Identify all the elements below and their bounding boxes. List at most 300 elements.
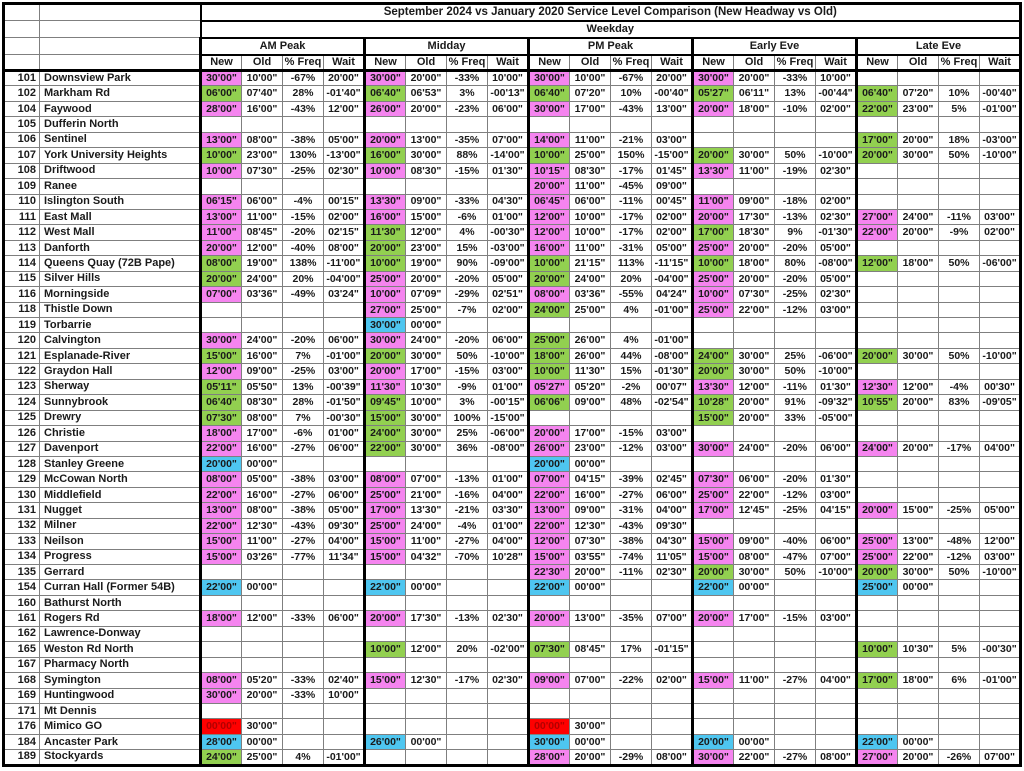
cell-new: 30'00"	[693, 441, 734, 456]
cell-freq: 25%	[447, 426, 488, 441]
cell-freq: -18%	[775, 194, 816, 209]
cell-new	[857, 487, 898, 502]
cell-wait: 04'15"	[816, 503, 857, 518]
route-name: Ranee	[40, 179, 201, 194]
cell-wait: 06'00"	[324, 441, 365, 456]
cell-new: 25'00"	[529, 333, 570, 348]
cell-freq: -33%	[447, 194, 488, 209]
cell-wait: 05'00"	[324, 132, 365, 147]
cell-old	[406, 117, 447, 132]
cell-freq: 50%	[939, 348, 980, 363]
cell-freq	[939, 595, 980, 610]
cell-wait	[324, 719, 365, 734]
period-header-am-peak: AM Peak	[201, 38, 365, 55]
cell-freq: -20%	[775, 240, 816, 255]
cell-new: 06'40"	[365, 86, 406, 101]
route-number: 129	[4, 472, 40, 487]
cell-freq: -12%	[939, 549, 980, 564]
cell-freq: -12%	[775, 302, 816, 317]
cell-wait	[816, 117, 857, 132]
cell-freq: 3%	[447, 395, 488, 410]
route-number: 130	[4, 487, 40, 502]
cell-new	[693, 642, 734, 657]
route-row	[4, 163, 1021, 178]
route-row	[4, 456, 1021, 471]
route-number: 125	[4, 410, 40, 425]
cell-old: 16'00"	[242, 441, 283, 456]
cell-new: 22'00"	[857, 225, 898, 240]
route-number: 131	[4, 503, 40, 518]
cell-freq	[775, 657, 816, 672]
cell-freq	[939, 364, 980, 379]
column-header-wait: Wait	[652, 55, 693, 71]
cell-old: 00'00"	[242, 456, 283, 471]
cell-wait	[816, 626, 857, 641]
cell-freq: 15%	[447, 240, 488, 255]
route-number: 101	[4, 71, 40, 86]
cell-freq: 20%	[611, 271, 652, 286]
cell-wait	[980, 657, 1021, 672]
cell-freq: -19%	[775, 163, 816, 178]
cell-old: 00'00"	[406, 734, 447, 749]
corner-blank	[40, 4, 201, 21]
cell-new: 07'30"	[529, 642, 570, 657]
cell-freq: -40%	[775, 534, 816, 549]
route-name: Islington South	[40, 194, 201, 209]
cell-new	[201, 117, 242, 132]
route-name: Weston Rd North	[40, 642, 201, 657]
cell-old: 19'00"	[242, 256, 283, 271]
cell-new: 27'00"	[857, 750, 898, 765]
route-row	[4, 441, 1021, 456]
cell-old	[734, 179, 775, 194]
cell-freq	[939, 194, 980, 209]
cell-new: 09'45"	[365, 395, 406, 410]
cell-freq: 90%	[447, 256, 488, 271]
cell-old	[898, 364, 939, 379]
cell-wait: 04'30"	[488, 194, 529, 209]
cell-freq	[447, 750, 488, 765]
cell-wait: 04'00"	[816, 673, 857, 688]
cell-old: 07'20"	[570, 86, 611, 101]
cell-new: 12'00"	[529, 225, 570, 240]
cell-new: 15'00"	[201, 348, 242, 363]
route-name: Danforth	[40, 240, 201, 255]
cell-wait: 00'30"	[980, 379, 1021, 394]
cell-freq: -7%	[447, 302, 488, 317]
cell-wait	[980, 734, 1021, 749]
cell-freq: 50%	[775, 148, 816, 163]
cell-wait: 07'00"	[488, 132, 529, 147]
cell-wait: 12'00"	[324, 101, 365, 116]
cell-wait	[652, 595, 693, 610]
cell-wait	[488, 703, 529, 718]
cell-new: 25'00"	[693, 302, 734, 317]
cell-wait	[980, 719, 1021, 734]
cell-old: 00'00"	[242, 734, 283, 749]
cell-old	[898, 426, 939, 441]
cell-freq	[611, 703, 652, 718]
column-header-old: Old	[406, 55, 447, 71]
cell-old: 13'00"	[406, 132, 447, 147]
cell-freq	[775, 688, 816, 703]
cell-new: 00'00"	[529, 719, 570, 734]
title-row	[4, 4, 1021, 21]
cell-new: 10'15"	[529, 163, 570, 178]
cell-wait	[816, 580, 857, 595]
cell-freq: -25%	[283, 364, 324, 379]
cell-old	[898, 302, 939, 317]
route-row	[4, 256, 1021, 271]
cell-old: 08'45"	[570, 642, 611, 657]
cell-freq: 10%	[611, 86, 652, 101]
cell-new	[857, 364, 898, 379]
cell-wait: 03'00"	[816, 487, 857, 502]
cell-wait: 01'00"	[488, 379, 529, 394]
cell-wait: 02'30"	[488, 611, 529, 626]
cell-freq	[283, 626, 324, 641]
cell-wait: 02'30"	[816, 163, 857, 178]
cell-freq: 48%	[611, 395, 652, 410]
route-name: Curran Hall (Former 54B)	[40, 580, 201, 595]
cell-new: 08'00"	[529, 287, 570, 302]
cell-wait	[652, 703, 693, 718]
cell-old: 25'00"	[570, 148, 611, 163]
cell-old: 00'00"	[570, 580, 611, 595]
cell-wait: 00'07"	[652, 379, 693, 394]
day-type-header: Weekday	[201, 21, 1021, 38]
measure-row	[4, 55, 1021, 71]
cell-new: 10'00"	[693, 287, 734, 302]
route-name: East Mall	[40, 209, 201, 224]
cell-freq: 28%	[283, 395, 324, 410]
cell-freq	[447, 179, 488, 194]
cell-new	[857, 240, 898, 255]
cell-new: 26'00"	[529, 441, 570, 456]
cell-old: 17'00"	[734, 611, 775, 626]
cell-wait	[980, 71, 1021, 86]
cell-wait	[980, 194, 1021, 209]
cell-wait: 02'00"	[324, 209, 365, 224]
cell-old	[570, 657, 611, 672]
route-name: Queens Quay (72B Pape)	[40, 256, 201, 271]
cell-old	[898, 117, 939, 132]
cell-wait: -05'00"	[816, 410, 857, 425]
cell-freq: -33%	[447, 71, 488, 86]
cell-wait: 03'00"	[816, 302, 857, 317]
cell-wait: 05'00"	[488, 271, 529, 286]
cell-freq	[283, 179, 324, 194]
cell-freq	[775, 333, 816, 348]
cell-wait: -06'00"	[488, 426, 529, 441]
cell-new	[365, 565, 406, 580]
column-header-old: Old	[734, 55, 775, 71]
cell-old	[734, 318, 775, 333]
cell-new: 10'00"	[365, 163, 406, 178]
route-row	[4, 240, 1021, 255]
cell-old: 20'00"	[898, 750, 939, 765]
cell-old: 00'00"	[570, 456, 611, 471]
cell-freq: -20%	[283, 333, 324, 348]
cell-freq: 100%	[447, 410, 488, 425]
cell-new	[857, 472, 898, 487]
cell-old: 18'00"	[734, 101, 775, 116]
cell-old	[734, 456, 775, 471]
cell-wait: 09'30"	[652, 518, 693, 533]
cell-freq: -33%	[283, 673, 324, 688]
cell-wait: 02'40"	[324, 673, 365, 688]
cell-wait	[652, 626, 693, 641]
cell-wait	[980, 163, 1021, 178]
cell-wait	[816, 719, 857, 734]
cell-freq	[775, 117, 816, 132]
cell-freq: -39%	[611, 472, 652, 487]
cell-old	[734, 642, 775, 657]
cell-wait	[324, 179, 365, 194]
cell-wait	[980, 271, 1021, 286]
route-number: 160	[4, 595, 40, 610]
cell-freq: -48%	[939, 534, 980, 549]
cell-freq: -45%	[611, 179, 652, 194]
cell-freq: -16%	[447, 487, 488, 502]
cell-freq	[775, 132, 816, 147]
cell-new: 22'00"	[857, 734, 898, 749]
cell-freq: -11%	[775, 379, 816, 394]
cell-new: 06'40"	[857, 86, 898, 101]
cell-new: 20'00"	[693, 611, 734, 626]
cell-freq: 5%	[939, 642, 980, 657]
cell-wait: 06'00"	[324, 487, 365, 502]
cell-wait	[324, 580, 365, 595]
cell-new: 06'15"	[201, 194, 242, 209]
cell-new	[857, 626, 898, 641]
cell-wait: 02'30"	[816, 209, 857, 224]
cell-freq	[447, 688, 488, 703]
cell-new: 22'00"	[693, 580, 734, 595]
cell-wait: 02'45"	[652, 472, 693, 487]
cell-freq: -4%	[447, 518, 488, 533]
cell-new: 12'00"	[857, 256, 898, 271]
route-row	[4, 225, 1021, 240]
cell-old: 25'00"	[242, 750, 283, 765]
cell-old: 23'00"	[242, 148, 283, 163]
cell-old: 30'00"	[242, 719, 283, 734]
cell-new: 12'00"	[201, 364, 242, 379]
cell-freq: -4%	[939, 379, 980, 394]
cell-wait: 06'00"	[816, 441, 857, 456]
cell-new: 20'00"	[693, 364, 734, 379]
cell-wait: 20'00"	[652, 71, 693, 86]
cell-wait	[652, 117, 693, 132]
column-header-new: New	[365, 55, 406, 71]
cell-old: 07'00"	[406, 472, 447, 487]
cell-wait: -02'00"	[488, 642, 529, 657]
cell-new: 30'00"	[693, 71, 734, 86]
cell-new: 10'00"	[365, 287, 406, 302]
cell-old: 06'00"	[734, 472, 775, 487]
cell-old	[242, 302, 283, 317]
cell-freq: 25%	[775, 348, 816, 363]
route-row	[4, 333, 1021, 348]
cell-freq: 36%	[447, 441, 488, 456]
cell-freq: 50%	[775, 565, 816, 580]
cell-old: 10'00"	[570, 225, 611, 240]
route-name: Christie	[40, 426, 201, 441]
cell-wait	[324, 456, 365, 471]
route-number: 109	[4, 179, 40, 194]
cell-freq: -29%	[611, 750, 652, 765]
cell-wait	[980, 703, 1021, 718]
cell-new: 07'30"	[693, 472, 734, 487]
cell-new	[857, 179, 898, 194]
cell-wait	[324, 318, 365, 333]
cell-freq	[939, 472, 980, 487]
cell-new: 25'00"	[693, 240, 734, 255]
cell-wait	[488, 595, 529, 610]
cell-new: 10'28"	[693, 395, 734, 410]
cell-freq: -49%	[283, 287, 324, 302]
cell-freq: -25%	[939, 503, 980, 518]
route-row	[4, 117, 1021, 132]
cell-old: 20'00"	[570, 565, 611, 580]
cell-new	[529, 626, 570, 641]
cell-freq	[447, 117, 488, 132]
cell-new: 10'00"	[201, 148, 242, 163]
cell-new: 15'00"	[693, 673, 734, 688]
column-header-wait: Wait	[980, 55, 1021, 71]
cell-old: 07'09"	[406, 287, 447, 302]
cell-freq	[939, 426, 980, 441]
cell-wait: -01'30"	[816, 225, 857, 240]
cell-old: 11'00"	[734, 163, 775, 178]
cell-wait: 10'00"	[324, 688, 365, 703]
route-row	[4, 148, 1021, 163]
cell-new: 20'00"	[857, 148, 898, 163]
cell-old	[734, 333, 775, 348]
cell-old: 22'00"	[734, 487, 775, 502]
cell-new: 25'00"	[365, 487, 406, 502]
cell-old: 00'00"	[898, 734, 939, 749]
cell-wait: -15'00"	[652, 148, 693, 163]
cell-wait	[816, 734, 857, 749]
route-number: 132	[4, 518, 40, 533]
cell-new: 20'00"	[857, 348, 898, 363]
cell-old: 26'00"	[570, 333, 611, 348]
cell-freq: -25%	[283, 163, 324, 178]
cell-wait	[980, 302, 1021, 317]
cell-new: 20'00"	[529, 611, 570, 626]
cell-freq: 20%	[283, 271, 324, 286]
cell-new: 12'00"	[529, 534, 570, 549]
cell-new: 25'00"	[693, 271, 734, 286]
cell-wait: 05'00"	[816, 271, 857, 286]
cell-freq: -25%	[775, 287, 816, 302]
cell-old: 11'00"	[734, 673, 775, 688]
cell-old	[242, 703, 283, 718]
route-name: Calvington	[40, 333, 201, 348]
route-row	[4, 565, 1021, 580]
cell-freq: -27%	[283, 441, 324, 456]
route-number: 154	[4, 580, 40, 595]
cell-freq: -43%	[283, 101, 324, 116]
cell-freq: -15%	[283, 209, 324, 224]
cell-freq: -67%	[283, 71, 324, 86]
cell-freq: -38%	[283, 132, 324, 147]
cell-old: 23'00"	[570, 441, 611, 456]
cell-new: 13'00"	[201, 209, 242, 224]
cell-new	[201, 179, 242, 194]
route-number: 113	[4, 240, 40, 255]
cell-old: 30'00"	[898, 348, 939, 363]
cell-new: 14'00"	[529, 132, 570, 147]
cell-old: 30'00"	[406, 348, 447, 363]
cell-freq: -27%	[775, 750, 816, 765]
cell-old: 10'00"	[406, 395, 447, 410]
cell-wait	[324, 703, 365, 718]
period-header-midday: Midday	[365, 38, 529, 55]
cell-new: 18'00"	[201, 426, 242, 441]
cell-wait: -00'39"	[324, 379, 365, 394]
cell-freq: -21%	[611, 132, 652, 147]
cell-freq: -9%	[939, 225, 980, 240]
route-number: 135	[4, 565, 40, 580]
cell-wait: -06'00"	[980, 256, 1021, 271]
cell-old: 24'00"	[734, 441, 775, 456]
cell-freq	[447, 580, 488, 595]
cell-wait: -10'00"	[488, 348, 529, 363]
cell-new: 06'40"	[529, 86, 570, 101]
route-row	[4, 379, 1021, 394]
cell-wait	[324, 657, 365, 672]
cell-new: 16'00"	[365, 148, 406, 163]
cell-wait	[324, 565, 365, 580]
cell-wait	[980, 487, 1021, 502]
column-header-new: New	[857, 55, 898, 71]
period-header-late-eve: Late Eve	[857, 38, 1021, 55]
cell-new: 18'00"	[529, 348, 570, 363]
cell-wait: -00'13"	[488, 86, 529, 101]
cell-new: 15'00"	[693, 549, 734, 564]
cell-old	[570, 410, 611, 425]
route-name: Huntingwood	[40, 688, 201, 703]
cell-old: 15'00"	[898, 503, 939, 518]
cell-freq	[939, 318, 980, 333]
route-number: 114	[4, 256, 40, 271]
cell-freq: -15%	[611, 426, 652, 441]
route-number: 165	[4, 642, 40, 657]
cell-old: 12'00"	[406, 642, 447, 657]
cell-freq: 50%	[939, 256, 980, 271]
cell-new: 20'00"	[857, 565, 898, 580]
cell-wait: 06'00"	[324, 333, 365, 348]
cell-freq	[939, 271, 980, 286]
cell-freq: -12%	[611, 441, 652, 456]
cell-new: 22'00"	[529, 487, 570, 502]
cell-old	[570, 318, 611, 333]
cell-freq: -27%	[775, 673, 816, 688]
cell-freq: -21%	[447, 503, 488, 518]
cell-wait	[488, 657, 529, 672]
route-row	[4, 426, 1021, 441]
cell-old: 05'20"	[570, 379, 611, 394]
column-header-old: Old	[242, 55, 283, 71]
cell-freq: -25%	[775, 503, 816, 518]
cell-freq: -15%	[775, 611, 816, 626]
cell-old: 09'00"	[242, 364, 283, 379]
cell-freq	[283, 302, 324, 317]
cell-new	[201, 703, 242, 718]
cell-freq: -55%	[611, 287, 652, 302]
